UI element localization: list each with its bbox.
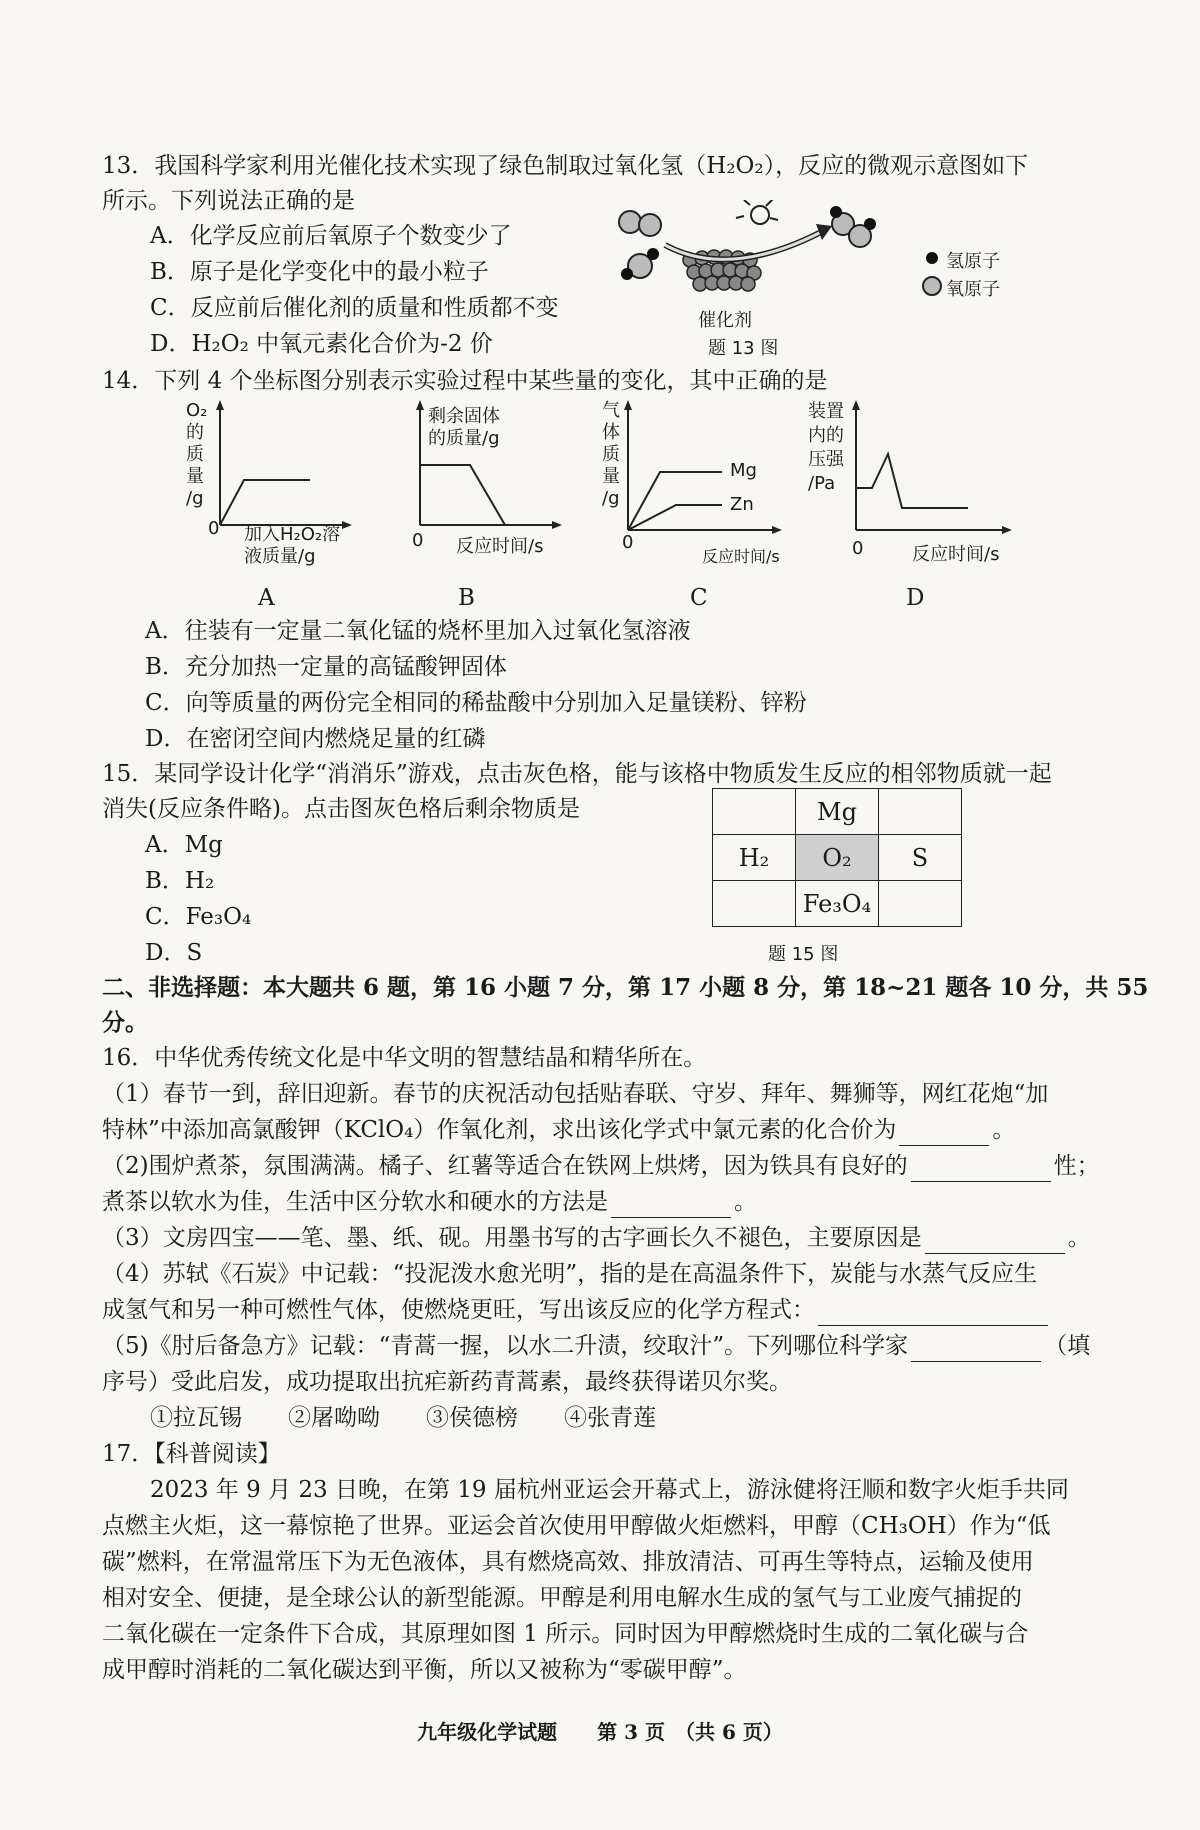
graph-b-origin: 0 — [412, 530, 424, 551]
graph-c-letter: C — [690, 585, 708, 611]
q15-option-a: A．Mg — [145, 832, 223, 858]
q17-line3: 碳”燃料，在常温常压下为无色液体，具有燃烧高效、排放清洁、可再生等特点，运输及使用 — [102, 1549, 1034, 1575]
graph-a-origin: 0 — [208, 518, 220, 539]
q15-option-d: D．S — [145, 940, 203, 966]
grid-cell-h2: H₂ — [713, 835, 796, 881]
q16-part4-line2: 成氢气和另一种可燃性气体，使燃烧更旺，写出该反应的化学方程式： — [102, 1294, 1051, 1326]
graph-d-ylabel: 装置 内的 压强 /Pa — [808, 401, 844, 494]
q13-option-a: A．化学反应前后氧原子个数变少了 — [150, 223, 512, 249]
q16-part4-line1: （4）苏轼《石炭》中记载：“投泥泼水愈光明”，指的是在高温条件下，炭能与水蒸气反应生 — [102, 1261, 1038, 1287]
graph-c-zn-line — [628, 505, 722, 530]
answer-blank[interactable] — [911, 1159, 1051, 1182]
q13-option-b: B．原子是化学变化中的最小粒子 — [150, 259, 489, 285]
legend-oxygen-label: 氧原子 — [946, 279, 1000, 300]
grid-cell — [713, 881, 796, 927]
q14-stem: 14．下列 4 个坐标图分别表示实验过程中某些量的变化，其中正确的是 — [102, 368, 828, 394]
q16-part1-line2: 特林”中添加高氯酸钾（KClO₄）作氧化剂，求出该化学式中氯元素的化合价为 。 — [102, 1114, 1015, 1146]
graph-c — [610, 400, 790, 560]
catalyst-label: 催化剂 — [698, 310, 752, 331]
answer-blank[interactable] — [611, 1195, 731, 1218]
graph-c-mg-label: Mg — [730, 460, 757, 481]
q13-stem-line1: 13．我国科学家利用光催化技术实现了绿色制取过氧化氢（H₂O₂），反应的微观示意图如下 — [102, 153, 1029, 179]
graph-b-ylabel-2: 的质量/g — [428, 428, 500, 449]
q17-title: 17．【科普阅读】 — [102, 1441, 281, 1467]
answer-blank[interactable] — [899, 1123, 989, 1146]
q14-option-c: C．向等质量的两份完全相同的稀盐酸中分别加入足量镁粉、锌粉 — [145, 690, 807, 716]
graph-c-mg-line — [628, 472, 722, 530]
grid-cell — [879, 881, 962, 927]
graph-b-line — [420, 465, 505, 525]
q16-part1-line1: （1）春节一到，辞旧迎新。春节的庆祝活动包括贴春联、守岁、拜年、舞狮等，网红花炮“加 — [102, 1081, 1049, 1107]
q16-stem: 16．中华优秀传统文化是中华文明的智慧结晶和精华所在。 — [102, 1045, 707, 1071]
q13-figure-caption: 题 13 图 — [708, 338, 779, 359]
answer-blank[interactable] — [818, 1303, 1048, 1326]
graph-c-xlabel: 反应时间/s — [702, 547, 780, 566]
graph-c-zn-label: Zn — [730, 494, 754, 515]
q14-option-a: A．往装有一定量二氧化锰的烧杯里加入过氧化氢溶液 — [145, 618, 691, 644]
q15-stem-line2: 消失(反应条件略)。点击图灰色格后剩余物质是 — [102, 796, 580, 822]
graph-d-origin: 0 — [852, 538, 864, 559]
q15-figure-caption: 题 15 图 — [768, 944, 839, 965]
graph-a-ylabel: O₂ 的 质 量 /g — [186, 400, 208, 509]
q17-line6: 成甲醇时消耗的二氧化碳达到平衡，所以又被称为“零碳甲醇”。 — [102, 1657, 747, 1683]
graph-b-ylabel-1: 剩余固体 — [428, 406, 500, 427]
answer-blank[interactable] — [925, 1231, 1065, 1254]
q16-part3: （3）文房四宝——笔、墨、纸、砚。用墨书写的古字画长久不褪色，主要原因是 。 — [102, 1222, 1091, 1254]
page-footer: 九年级化学试题 第 3 页 （共 6 页） — [417, 1720, 783, 1744]
graph-a-line — [220, 480, 310, 525]
graph-b-xlabel: 反应时间/s — [456, 536, 544, 557]
graph-b-letter: B — [458, 585, 475, 611]
legend-hydrogen-label: 氢原子 — [946, 251, 1000, 272]
grid-cell-mg: Mg — [796, 789, 879, 835]
graph-c-origin: 0 — [622, 532, 634, 553]
graph-a-xlabel-1: 加入H₂O₂溶 — [244, 524, 341, 545]
q15-game-grid — [712, 788, 962, 927]
grid-cell-s: S — [879, 835, 962, 881]
q16-part5-line1: （5)《肘后备急方》记载：“青蒿一握，以水二升渍，绞取汁”。下列哪位科学家 （填 — [102, 1330, 1090, 1362]
graph-d-line — [856, 454, 968, 508]
graph-c-ylabel: 气 体 质 量 /g — [602, 400, 620, 509]
q15-stem-line1: 15．某同学设计化学“消消乐”游戏，点击灰色格，能与该格中物质发生反应的相邻物质就一起 — [102, 761, 1052, 787]
q14-option-b: B．充分加热一定量的高锰酸钾固体 — [145, 654, 507, 680]
section2-heading-line1: 二、非选择题：本大题共 6 题，第 16 小题 7 分，第 17 小题 8 分，第 18~21 题各 10 分，共 55 — [102, 974, 1149, 1001]
graph-a-letter: A — [258, 585, 275, 611]
q17-line5: 二氧化碳在一定条件下合成，其原理如图 1 所示。同时因为甲醇燃烧时生成的二氧化碳与合 — [102, 1621, 1029, 1647]
q17-line2: 点燃主火炬，这一幕惊艳了世界。亚运会首次使用甲醇做火炬燃料，甲醇（CH₃OH）作为“低 — [102, 1513, 1051, 1539]
grid-cell — [713, 789, 796, 835]
q15-option-c: C．Fe₃O₄ — [145, 904, 252, 930]
grid-cell-fe3o4: Fe₃O₄ — [796, 881, 879, 927]
graph-a-xlabel-2: 液质量/g — [244, 546, 316, 567]
q17-line4: 相对安全、便捷，是全球公认的新型能源。甲醇是利用电解水生成的氢气与工业废气捕捉的 — [102, 1585, 1022, 1611]
q16-part5-line2: 序号）受此启发，成功提取出抗疟新药青蒿素，最终获得诺贝尔奖。 — [102, 1369, 792, 1395]
q16-part5-options: ①拉瓦锡 ②屠呦呦 ③侯德榜 ④张青莲 — [150, 1405, 656, 1431]
q17-line1: 2023 年 9 月 23 日晚，在第 19 届杭州亚运会开幕式上，游泳健将汪顺和数字火炬手共同 — [150, 1477, 1069, 1503]
q14-option-d: D．在密闭空间内燃烧足量的红磷 — [145, 726, 486, 752]
q13-option-d: D．H₂O₂ 中氧元素化合价为-2 价 — [150, 331, 493, 357]
q13-option-c: C．反应前后催化剂的质量和性质都不变 — [150, 295, 559, 321]
q13-stem-line2: 所示。下列说法正确的是 — [102, 188, 355, 214]
grid-cell — [879, 789, 962, 835]
graph-d-letter: D — [906, 585, 925, 611]
q15-option-b: B．H₂ — [145, 868, 215, 894]
graph-d — [840, 400, 1020, 560]
grid-cell-o2-gray: O₂ — [796, 835, 879, 881]
graph-d-xlabel: 反应时间/s — [912, 544, 1000, 565]
answer-blank[interactable] — [911, 1339, 1041, 1362]
section2-heading-line2: 分。 — [102, 1009, 148, 1036]
q16-part2-line2: 煮茶以软水为佳，生活中区分软水和硬水的方法是 。 — [102, 1186, 757, 1218]
q16-part2-line1: （2)围炉煮茶，氛围满满。橘子、红薯等适合在铁网上烘烤，因为铁具有良好的 性； — [102, 1150, 1100, 1182]
